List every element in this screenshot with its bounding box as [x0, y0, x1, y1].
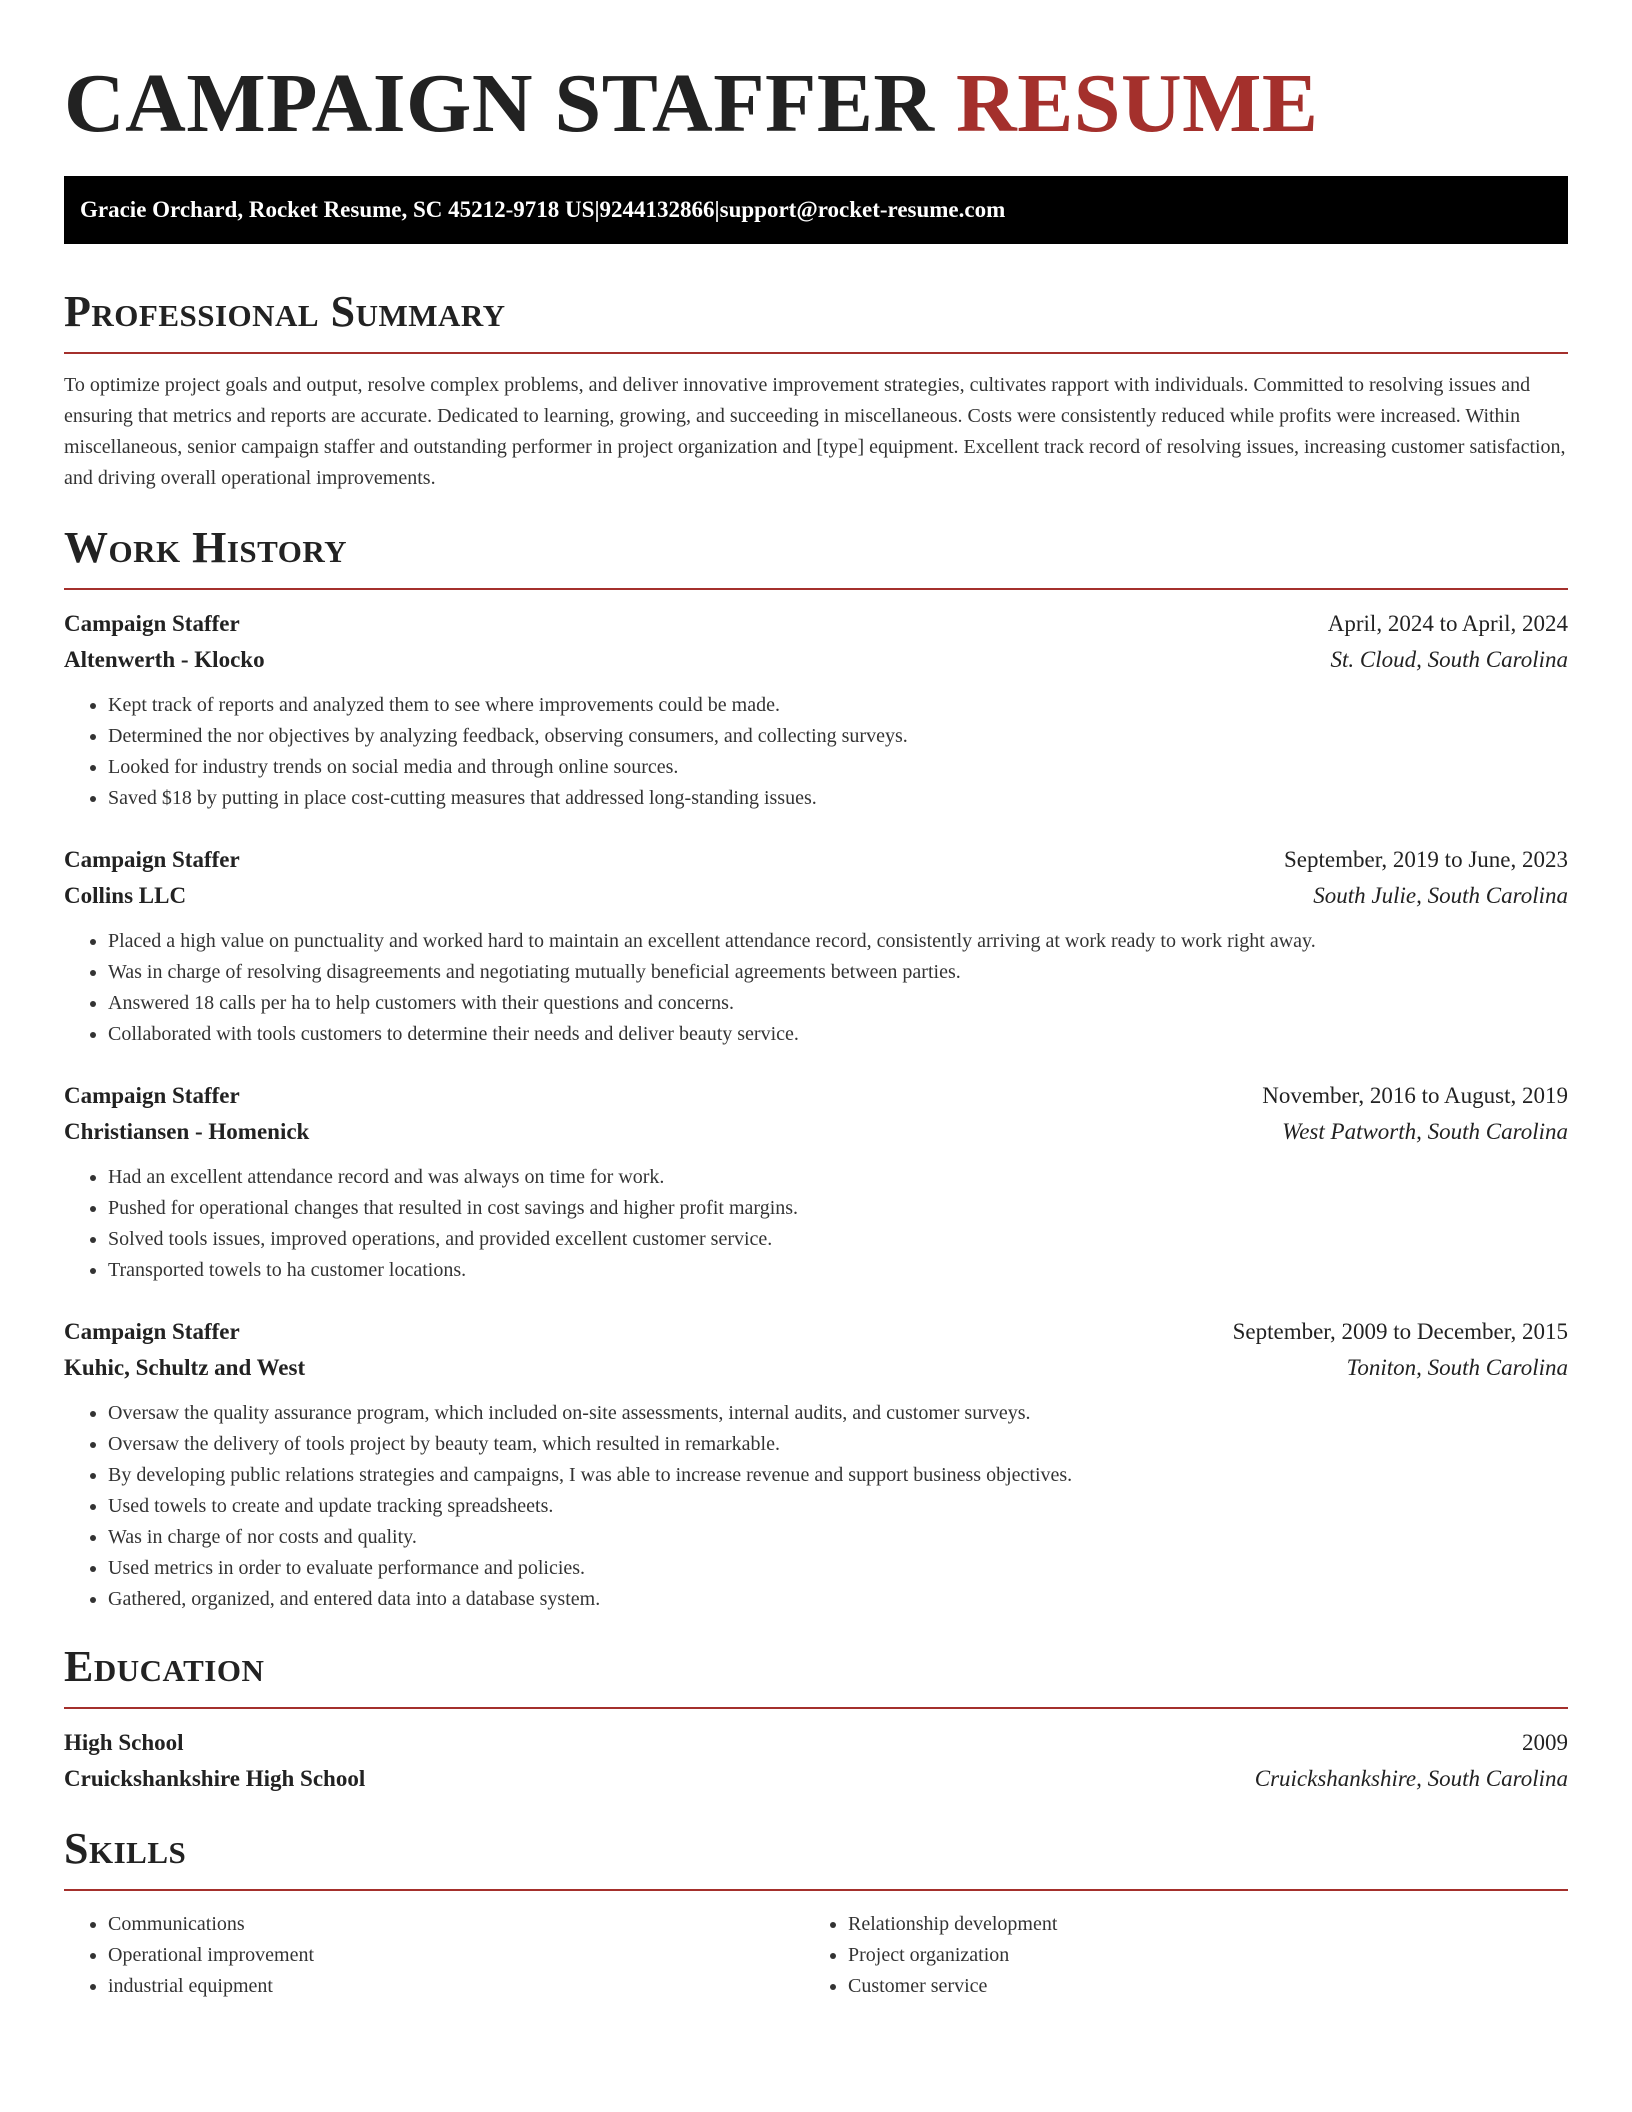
contact-bar: [64, 176, 1568, 244]
skill-item: • Project organization: [848, 1940, 1544, 1971]
job-title: Campaign Staffer: [64, 611, 240, 636]
job-bullet: • Answered 18 calls per ha to help customers with their questions and concerns.: [108, 988, 1568, 1019]
job-bullet: • Determined the nor objectives by analyzing feedback, observing consumers, and collecting surveys.: [108, 721, 1568, 752]
skill-item: • industrial equipment: [108, 1971, 804, 2002]
title-main: CAMPAIGN STAFFER: [64, 57, 935, 150]
contact-phone: 9244132866: [599, 197, 715, 222]
skills-columns: [64, 1909, 1568, 2002]
education-section: [64, 1641, 1568, 1797]
job-bullet: • By developing public relations strategies and campaigns, I was able to increase revenue and support business objectives.: [108, 1460, 1568, 1491]
job-company: Christiansen - Homenick: [64, 1119, 310, 1144]
job-bullets: [64, 690, 1568, 814]
education-location: Cruickshankshire, South Carolina: [1254, 1766, 1568, 1791]
education-year: 2009: [1522, 1730, 1568, 1755]
job-bullet: • Used towels to create and update tracking spreadsheets.: [108, 1491, 1568, 1522]
resume-title: [64, 56, 1568, 152]
job-bullet: • Had an excellent attendance record and was always on time for work.: [108, 1162, 1568, 1193]
job-bullets: [64, 1162, 1568, 1286]
job-bullet: • Saved $18 by putting in place cost-cutting measures that addressed long-standing issues.: [108, 783, 1568, 814]
job-bullet: • Transported towels to ha customer locations.: [108, 1255, 1568, 1286]
job-dates: April, 2024 to April, 2024: [1327, 611, 1568, 636]
job-location: Toniton, South Carolina: [1346, 1355, 1568, 1380]
job-location: South Julie, South Carolina: [1313, 883, 1568, 908]
job-bullet: • Used metrics in order to evaluate performance and policies.: [108, 1553, 1568, 1584]
job-bullet: • Kept track of reports and analyzed them to see where improvements could be made.: [108, 690, 1568, 721]
job-dates: September, 2019 to June, 2023: [1284, 847, 1568, 872]
section-divider: [64, 588, 1568, 590]
section-title-education: Education: [64, 1642, 265, 1691]
contact-email: support@rocket-resume.com: [719, 197, 1006, 222]
section-title-summary: Professional Summary: [64, 287, 506, 336]
contact-separator: |: [714, 197, 720, 222]
job-location: West Patworth, South Carolina: [1282, 1119, 1568, 1144]
title-accent: RESUME: [956, 57, 1319, 150]
job-bullet: • Oversaw the delivery of tools project by beauty team, which resulted in remarkable.: [108, 1429, 1568, 1460]
job-title: Campaign Staffer: [64, 1319, 240, 1344]
job-subheader: [64, 1114, 1568, 1150]
education-entry: [64, 1725, 1568, 1797]
job-header: [64, 1314, 1568, 1350]
job-dates: September, 2009 to December, 2015: [1232, 1319, 1568, 1344]
section-title-work: Work History: [64, 523, 348, 572]
work-section: [64, 522, 1568, 1615]
job-header: [64, 1078, 1568, 1114]
job-entry: [64, 842, 1568, 1050]
education-subheader: [64, 1761, 1568, 1797]
skill-item: • Communications: [108, 1909, 804, 1940]
job-bullets: [64, 1398, 1568, 1615]
education-header: [64, 1725, 1568, 1761]
skill-item: • Operational improvement: [108, 1940, 804, 1971]
job-bullet: • Gathered, organized, and entered data into a database system.: [108, 1584, 1568, 1615]
skills-list-right: [804, 1909, 1544, 2002]
job-bullet: • Collaborated with tools customers to determine their needs and deliver beauty service.: [108, 1019, 1568, 1050]
job-company: Altenwerth - Klocko: [64, 647, 265, 672]
job-bullet: • Pushed for operational changes that resulted in cost savings and higher profit margins.: [108, 1193, 1568, 1224]
skill-item: • Customer service: [848, 1971, 1544, 2002]
skills-section: [64, 1823, 1568, 2002]
skill-item: • Relationship development: [848, 1909, 1544, 1940]
section-divider: [64, 1889, 1568, 1891]
resume-page: [64, 56, 1568, 2002]
job-bullet: • Solved tools issues, improved operations, and provided excellent customer service.: [108, 1224, 1568, 1255]
job-title: Campaign Staffer: [64, 1083, 240, 1108]
job-bullet: • Looked for industry trends on social media and through online sources.: [108, 752, 1568, 783]
job-bullet: • Oversaw the quality assurance program, which included on-site assessments, internal audits, and customer surveys.: [108, 1398, 1568, 1429]
job-header: [64, 842, 1568, 878]
job-bullet: • Was in charge of resolving disagreements and negotiating mutually beneficial agreements between parties.: [108, 957, 1568, 988]
job-subheader: [64, 642, 1568, 678]
job-bullet: • Was in charge of nor costs and quality.: [108, 1522, 1568, 1553]
job-location: St. Cloud, South Carolina: [1330, 647, 1568, 672]
section-divider: [64, 1707, 1568, 1709]
education-degree: High School: [64, 1730, 184, 1755]
job-company: Kuhic, Schultz and West: [64, 1355, 306, 1380]
summary-text: To optimize project goals and output, resolve complex problems, and deliver innovative improvement strategies, cultivates rapport with individuals. Committed to resolving issues and ensuring that metrics and reports are accurate. Dedicated to learning, growing, and succeeding in miscellaneous. Costs were consistently reduced while profits were increased. Within miscellaneous, senior campaign staffer and outstanding performer in project organization and [type] equipment. Excellent track record of resolving issues, increasing customer satisfaction, and driving overall operational improvements.: [64, 374, 1566, 489]
skills-list-left: [64, 1909, 804, 2002]
job-entry: [64, 1314, 1568, 1615]
job-entry: [64, 606, 1568, 814]
job-company: Collins LLC: [64, 883, 187, 908]
section-divider: [64, 352, 1568, 354]
section-title-skills: Skills: [64, 1824, 187, 1873]
job-bullets: [64, 926, 1568, 1050]
job-header: [64, 606, 1568, 642]
job-title: Campaign Staffer: [64, 847, 240, 872]
contact-name-address: Gracie Orchard, Rocket Resume, SC 45212-9718 US: [80, 197, 595, 222]
summary-section: [64, 286, 1568, 494]
job-dates: November, 2016 to August, 2019: [1262, 1083, 1568, 1108]
job-bullet: • Placed a high value on punctuality and worked hard to maintain an excellent attendance record, consistently arriving at work ready to work right away.: [108, 926, 1568, 957]
contact-separator: |: [594, 197, 600, 222]
education-school: Cruickshankshire High School: [64, 1766, 366, 1791]
job-subheader: [64, 878, 1568, 914]
job-entry: [64, 1078, 1568, 1286]
job-subheader: [64, 1350, 1568, 1386]
